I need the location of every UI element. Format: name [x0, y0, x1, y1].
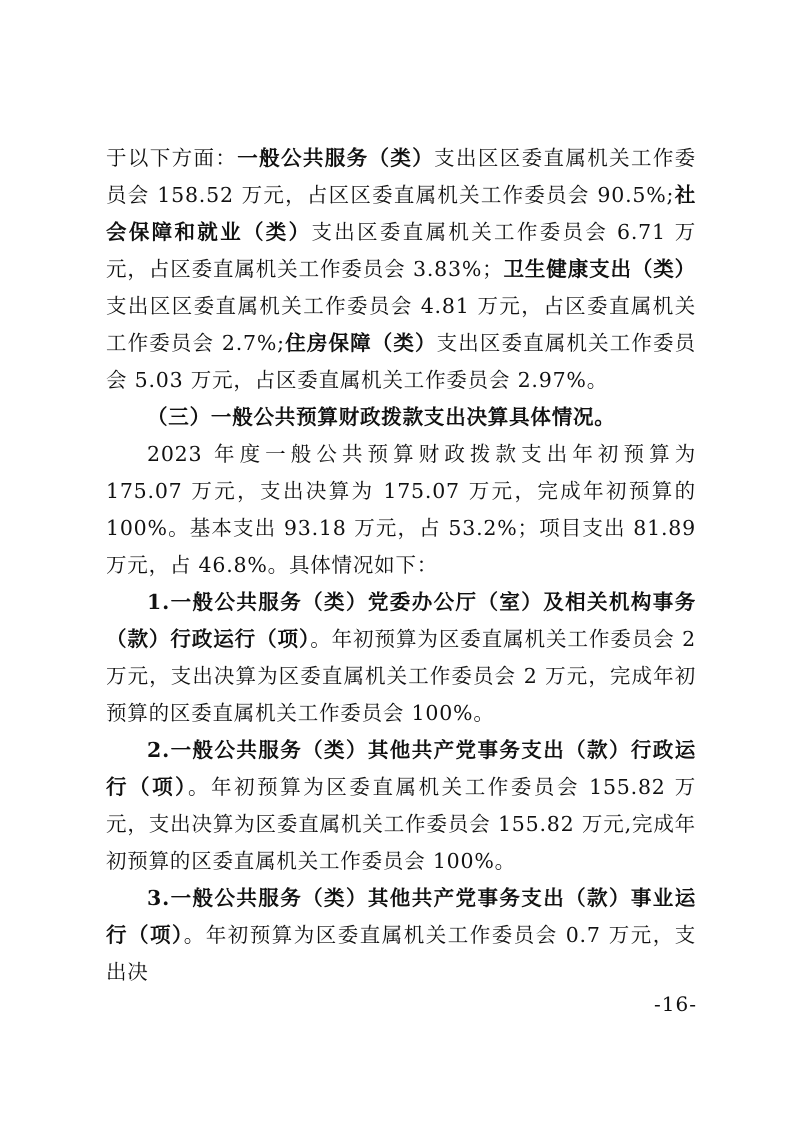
item-2-title: 2.一般公共服务（类）其他共产党事务支出（款）行政运行（项） — [106, 738, 696, 799]
category-general-public-services: 一般公共服务（类） — [237, 146, 435, 170]
text-segment: 支出区区委直属机关工作委员会 4.81 万元，占区委直属机关工作委员会 2.7%; — [106, 294, 696, 355]
section-heading — [106, 399, 696, 436]
text-segment: 支出区委直属机关工作委员会 6.71 万元，占区委直属机关工作委员会 3.83%； — [106, 220, 696, 281]
text-segment: 支出区区委直属机关工作委员会 158.52 万元，占区区委直属机关工作委员会 90.5%; — [106, 146, 696, 207]
document-body — [106, 140, 696, 991]
item-1-text: 。年初预算为区委直属机关工作委员会 2 万元，支出决算为区委直属机关工作委员会 2 万元，完成年初预算的区委直属机关工作委员会 100%。 — [106, 627, 697, 725]
item-2-text: 。年初预算为区委直属机关工作委员会 155.82 万元，支出决算为区委直属机关工作委员会 155.82 万元,完成年初预算的区委直属机关工作委员会 100%。 — [106, 775, 697, 873]
text-segment: 2023 年度一般公共预算财政拨款支出年初预算为 175.07 万元，支出决算为 175.07 万元，完成年初预算的 100%。基本支出 93.18 万元，占 53.2%；项目支出 81.89 万元，占 46.8%。具体情况如下： — [106, 442, 696, 577]
section-heading-text: （三）一般公共预算财政拨款支出决算具体情况。 — [147, 405, 616, 429]
category-health: 卫生健康支出（类） — [503, 257, 696, 281]
paragraph-item-3 — [106, 880, 696, 991]
paragraph-item-2 — [106, 732, 696, 880]
category-social-security: 社会保障和就业（类） — [106, 183, 696, 244]
paragraph-expenditure-breakdown — [106, 140, 696, 399]
paragraph-item-1 — [106, 584, 696, 732]
page-number: -16- — [654, 992, 697, 1016]
category-housing: 住房保障（类） — [284, 331, 437, 355]
text-segment: 支出区委直属机关工作委员会 5.03 万元，占区委直属机关工作委员会 2.97%。 — [106, 331, 696, 392]
paragraph-budget-summary — [106, 436, 696, 584]
item-3-title: 3.一般公共服务（类）其他共产党事务支出（款）事业运行（项） — [106, 886, 696, 947]
item-3-text: 。年初预算为区委直属机关工作委员会 0.7 万元，支出决 — [106, 923, 697, 984]
item-1-title: 1.一般公共服务（类）党委办公厅（室）及相关机构事务（款）行政运行（项） — [106, 590, 696, 651]
text-segment: 于以下方面： — [106, 146, 238, 170]
